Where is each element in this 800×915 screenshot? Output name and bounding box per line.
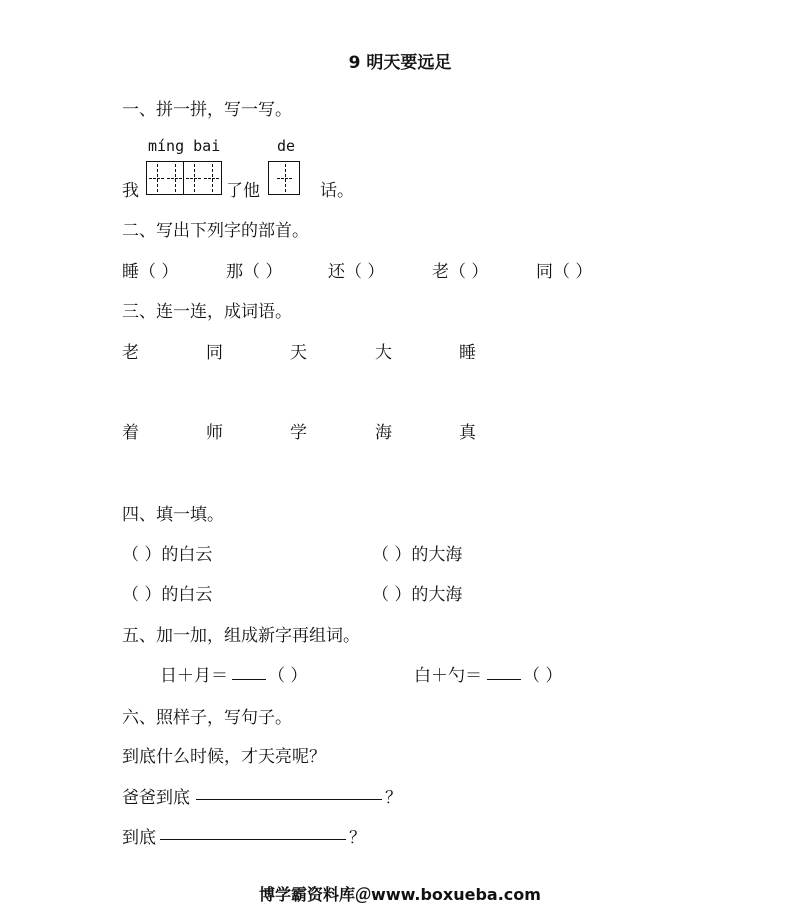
radical-item: 睡（ ） [122,262,179,282]
fill-blank-left[interactable]: （ ）的白云 [122,585,213,605]
match-top-char[interactable]: 老 [122,343,139,363]
radical-item: 那（ ） [226,262,283,282]
radical-item: 还（ ） [328,262,385,282]
pinyin-de: de [277,137,296,155]
section-4-heading: 四、填一填。 [122,505,224,525]
equation-1: 日＋月＝ [160,666,228,686]
answer-paren-2[interactable]: （ ） [523,666,563,686]
match-bottom-char[interactable]: 学 [290,423,307,443]
fill-blank-left[interactable]: （ ）的白云 [122,545,213,565]
answer-paren-1[interactable]: （ ） [268,666,308,686]
match-bottom-char[interactable]: 海 [375,423,392,443]
match-bottom-char[interactable]: 真 [459,423,476,443]
writing-grid-mingbai[interactable] [146,161,222,195]
section-3-heading: 三、连一连，成词语。 [122,302,292,322]
match-top-char[interactable]: 天 [290,343,307,363]
answer-blank-2[interactable] [487,662,521,680]
sentence-1-blank[interactable] [196,783,382,800]
match-top-char[interactable]: 睡 [459,343,476,363]
match-bottom-char[interactable]: 师 [206,423,223,443]
fill-blank-right[interactable]: （ ）的大海 [372,545,463,565]
section-1-heading: 一、拼一拼，写一写。 [122,100,292,120]
char-le-ta: 了他 [226,181,260,201]
sentence-2-blank[interactable] [160,823,346,840]
match-top-char[interactable]: 同 [206,343,223,363]
page-title: 9 明天要远足 [348,53,452,73]
section-2-heading: 二、写出下列字的部首。 [122,221,309,241]
writing-grid-de[interactable] [268,161,300,195]
sentence-2-prefix: 到底 [122,828,156,848]
answer-blank-1[interactable] [232,662,266,680]
char-wo: 我 [122,181,139,201]
equation-2: 白＋勺＝ [414,666,482,686]
fill-blank-right[interactable]: （ ）的大海 [372,585,463,605]
sentence-1-prefix: 爸爸到底 [122,788,190,808]
match-top-char[interactable]: 大 [375,343,392,363]
section-5-heading: 五、加一加，组成新字再组词。 [122,626,360,646]
char-hua: 话。 [320,181,354,201]
radical-item: 老（ ） [432,262,489,282]
sentence-2-suffix: ？ [349,828,366,848]
section-6-heading: 六、照样子，写句子。 [122,708,292,728]
footer-watermark: 博学霸资料库＠www.boxueba.com [259,885,541,904]
example-sentence: 到底什么时候，才天亮呢？ [122,747,326,767]
pinyin-mingbai: míng bai [148,137,221,155]
match-bottom-char[interactable]: 着 [122,423,139,443]
sentence-1-suffix: ？ [385,788,402,808]
radical-item: 同（ ） [536,262,593,282]
